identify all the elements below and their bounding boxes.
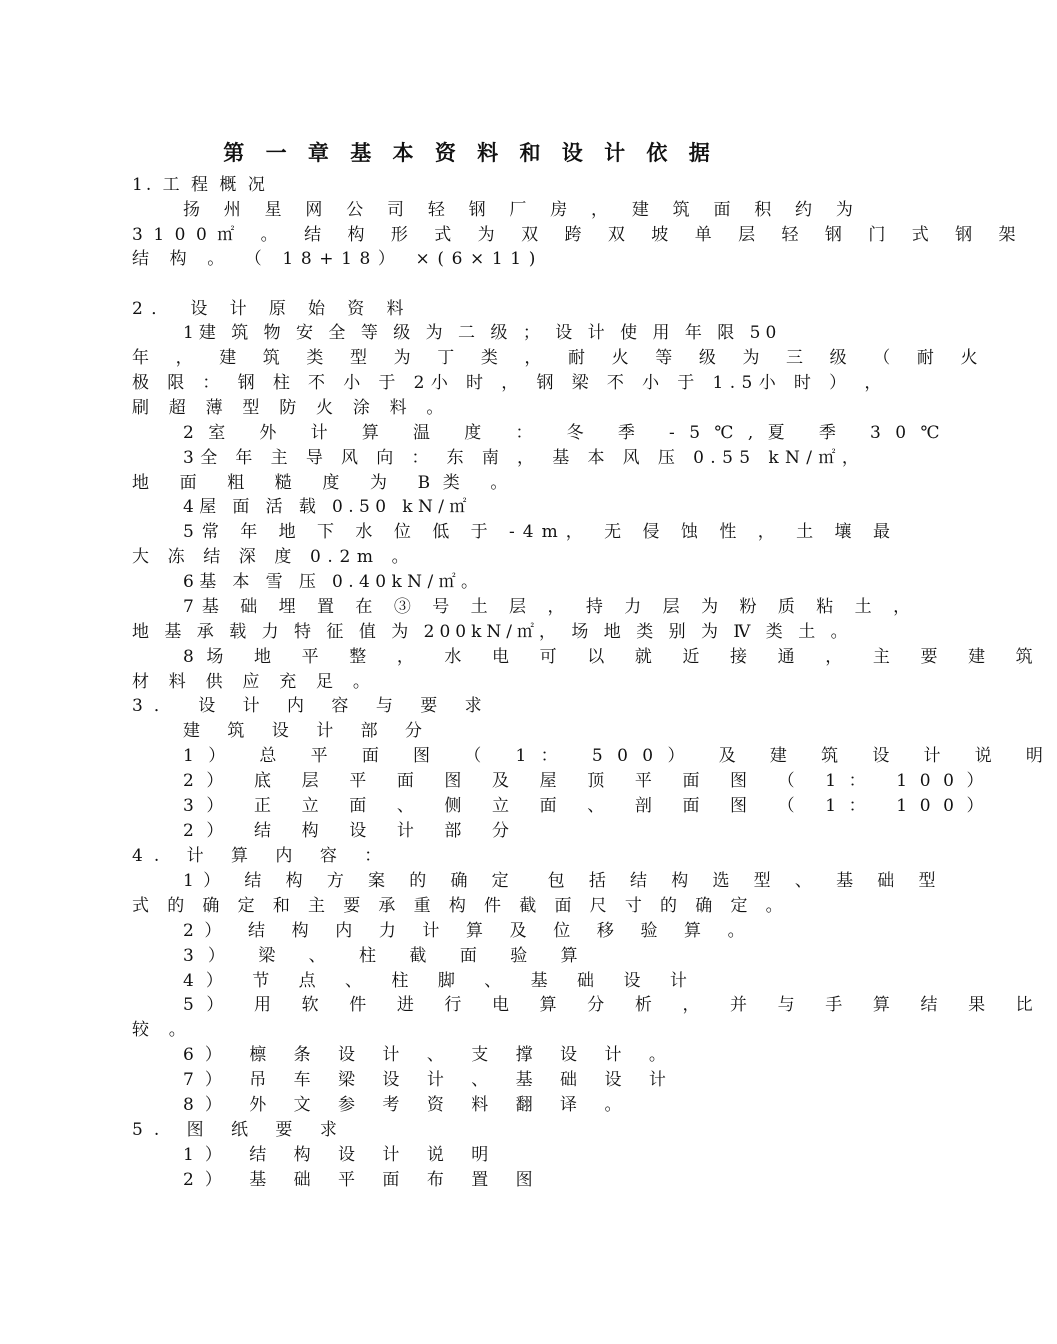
chapter-title: 第 一 章 基 本 资 料 和 设 计 依 据 xyxy=(223,141,717,165)
section-heading: 2． 设 计 原 始 资 料 xyxy=(132,299,412,319)
list-item: 2） 基 础 平 面 布 置 图 xyxy=(183,1170,544,1190)
section-heading: 1. 工 程 概 况 xyxy=(132,175,268,195)
paragraph-line: 7基 础 埋 置 在 ③ 号 土 层 ， 持 力 层 为 粉 质 粘 土 ， xyxy=(183,597,919,617)
paragraph-line: 6基 本 雪 压 0.40kN/㎡。 xyxy=(183,572,484,592)
list-item: 6） 檩 条 设 计 、 支 撑 设 计 。 xyxy=(183,1045,677,1065)
paragraph-line: 3全 年 主 导 风 向 ： 东 南 ， 基 本 风 压 0.55 kN/㎡， xyxy=(183,448,866,468)
paragraph-line: 式 的 确 定 和 主 要 承 重 构 件 截 面 尺 寸 的 确 定 。 xyxy=(132,896,790,916)
paragraph-line: 1建 筑 物 安 全 等 级 为 二 级 ； 设 计 使 用 年 限 50 xyxy=(183,323,782,343)
paragraph-line: 材 料 供 应 充 足 。 xyxy=(132,672,378,692)
list-item: 1） 结 构 设 计 说 明 xyxy=(183,1145,500,1165)
list-item: 3） 正 立 面 、 侧 立 面 、 剖 面 图 （ 1： 100） xyxy=(183,796,997,816)
list-item: 5） 用 软 件 进 行 电 算 分 析 ， 并 与 手 算 结 果 比 xyxy=(183,995,1046,1015)
section-heading: 5. 图 纸 要 求 xyxy=(132,1120,348,1140)
paragraph-line: 年 ， 建 筑 类 型 为 丁 类 ， 耐 火 等 级 为 三 级 （ 耐 火 xyxy=(132,348,989,368)
section-heading: 4. 计 算 内 容 ： xyxy=(132,846,393,866)
paragraph-line: 较 。 xyxy=(132,1020,194,1040)
paragraph-line: 极 限 ： 钢 柱 不 小 于 2小 时 ， 钢 梁 不 小 于 1.5小 时 ） ， xyxy=(132,373,888,393)
list-item: 1） 总 平 面 图 （ 1： 500） 及 建 筑 设 计 说 明 xyxy=(183,746,1057,766)
list-item: 8） 外 文 参 考 资 料 翻 译 。 xyxy=(183,1095,633,1115)
list-item: 3） 梁 、 柱 截 面 验 算 xyxy=(183,946,592,966)
paragraph-line: 8场 地 平 整 ， 水 电 可 以 就 近 接 通 ， 主 要 建 筑 xyxy=(183,647,1046,667)
list-item: 1） 结 构 方 案 的 确 定 包 括 结 构 选 型 、 基 础 型 xyxy=(183,871,945,891)
paragraph-line: 大 冻 结 深 度 0.2m 。 xyxy=(132,547,416,567)
list-item: 2） 结 构 设 计 部 分 xyxy=(183,821,522,841)
paragraph-line: 5常 年 地 下 水 位 低 于 -4m， 无 侵 蚀 性 ， 土 壤 最 xyxy=(183,522,898,542)
paragraph-line: 3100㎡ 。 结 构 形 式 为 双 跨 双 坡 单 层 轻 钢 门 式 钢 架 xyxy=(132,225,1027,245)
paragraph-line: 结 构 。 （ 18+18） ×(6×11) xyxy=(132,249,543,269)
list-item: 2） 底 层 平 面 图 及 屋 顶 平 面 图 （ 1： 100） xyxy=(183,771,997,791)
paragraph-line: 4屋 面 活 载 0.50 kN/㎡ xyxy=(183,497,472,517)
paragraph-line: 地 面 粗 糙 度 为 B类 。 xyxy=(132,473,520,493)
list-item: 2） 结 构 内 力 计 算 及 位 移 验 算 。 xyxy=(183,921,756,941)
list-item: 7） 吊 车 梁 设 计 、 基 础 设 计 xyxy=(183,1070,677,1090)
paragraph-line: 2室 外 计 算 温 度 ： 冬 季 -5℃,夏 季 30℃ xyxy=(183,423,954,443)
paragraph-line: 刷 超 薄 型 防 火 涂 料 。 xyxy=(132,398,451,418)
list-item: 4） 节 点 、 柱 脚 、 基 础 设 计 xyxy=(183,971,699,991)
paragraph-line: 地 基 承 载 力 特 征 值 为 200kN/㎡， 场 地 类 别 为 Ⅳ 类 土 。 xyxy=(132,622,853,642)
section-heading: 3． 设 计 内 容 与 要 求 xyxy=(132,696,493,716)
paragraph-line: 扬 州 星 网 公 司 轻 钢 厂 房 ， 建 筑 面 积 约 为 xyxy=(183,200,863,220)
sub-heading: 建 筑 设 计 部 分 xyxy=(183,721,434,741)
